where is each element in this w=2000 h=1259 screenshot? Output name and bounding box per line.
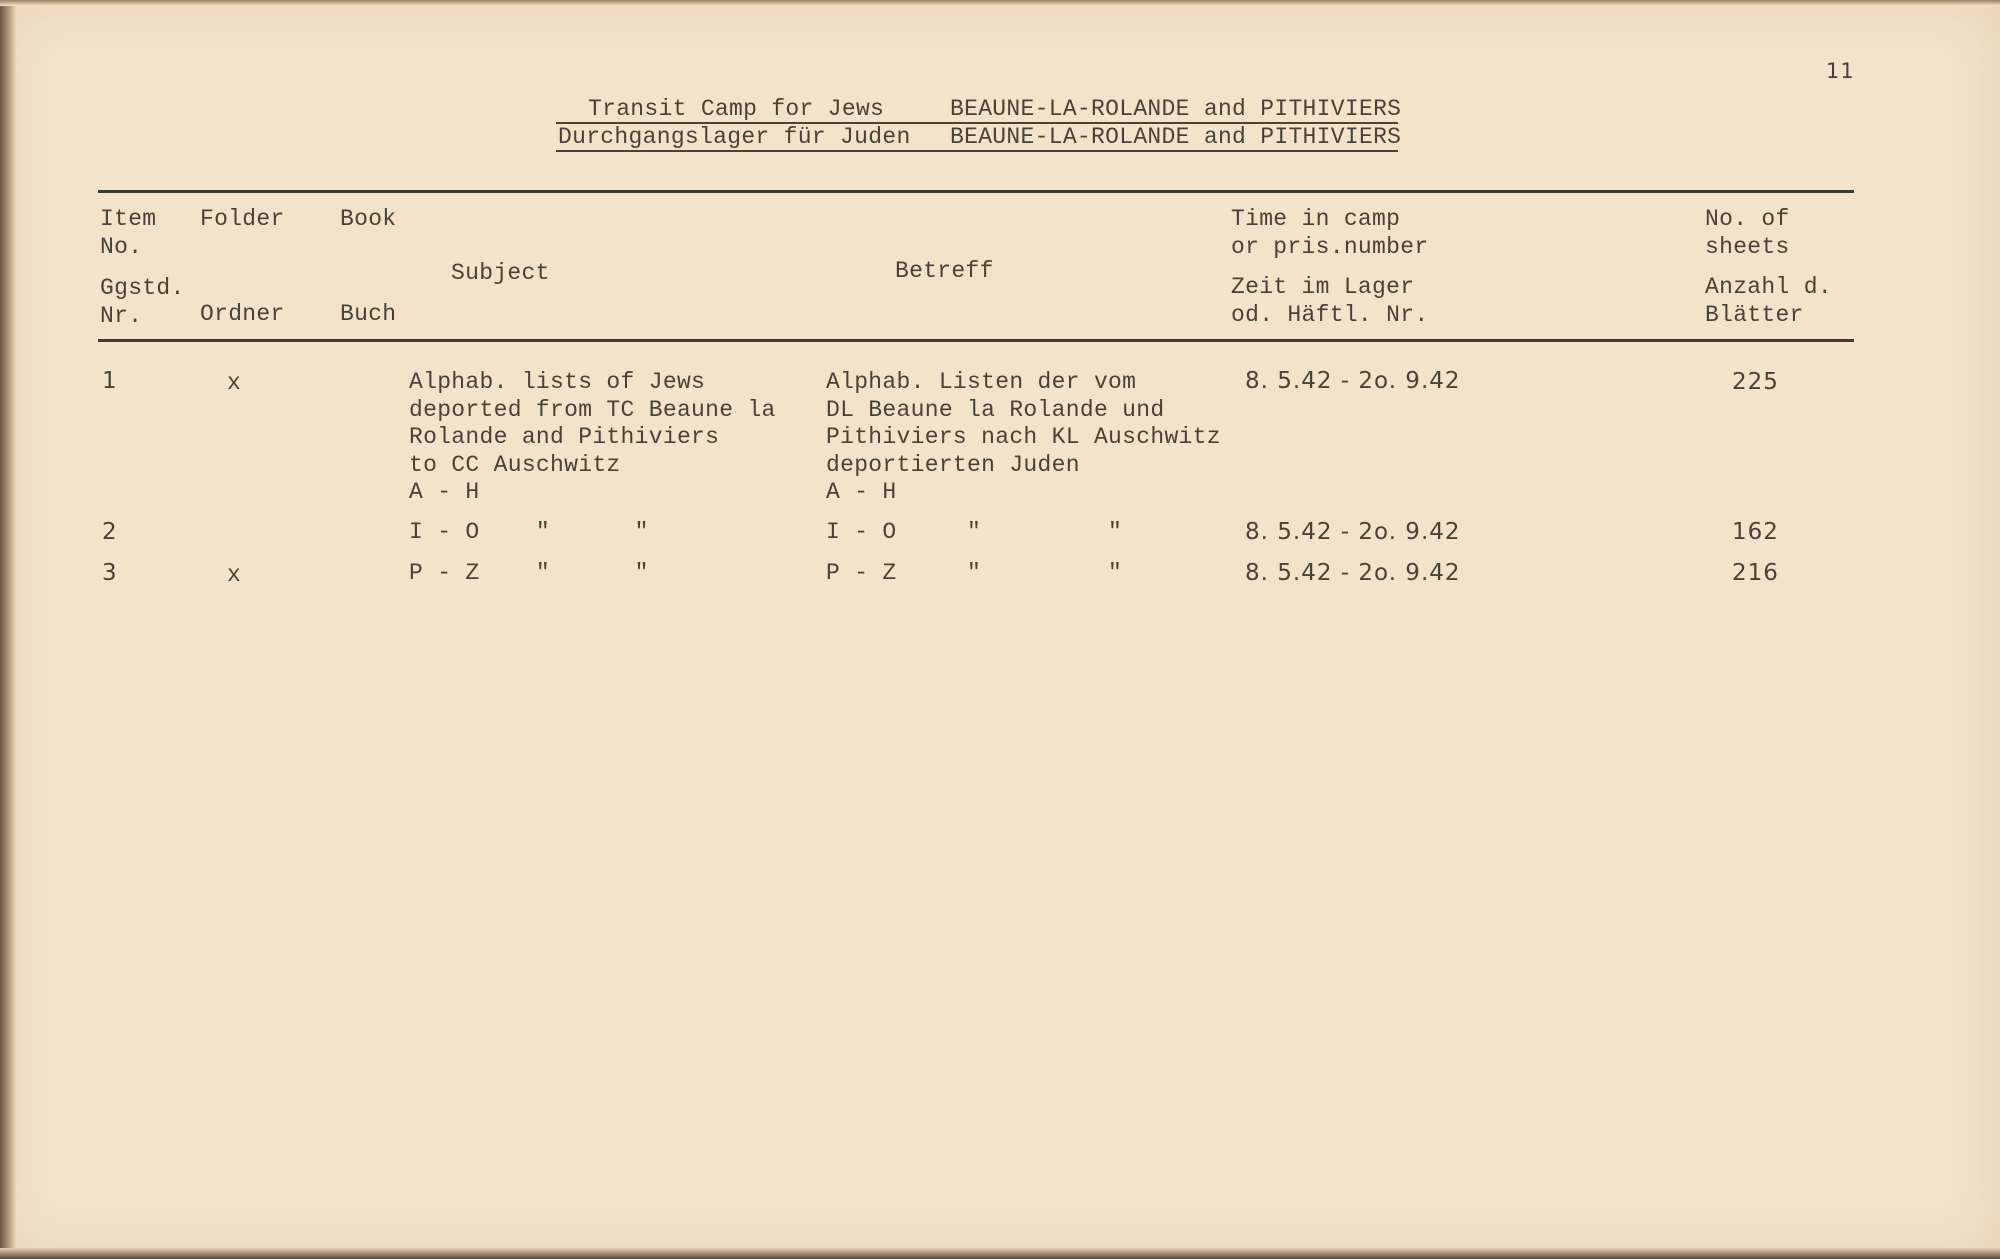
page-top-edge — [0, 0, 2000, 6]
row3-folder: x — [227, 562, 242, 588]
page-number: 11 — [1826, 59, 1855, 83]
row1-folder: x — [227, 370, 242, 396]
page-left-edge — [0, 0, 16, 1259]
header-bottom-rule — [98, 339, 1854, 342]
row3-time: 8. 5.42 - 2o. 9.42 — [1245, 560, 1461, 586]
header-sheets-en: No. of sheets — [1705, 206, 1790, 260]
header-time-en: Time in camp or pris.number — [1231, 206, 1429, 260]
row2-subject: I - O " " — [409, 519, 649, 545]
header-item-de: Ggstd. Nr. — [100, 275, 185, 329]
row3-subject: P - Z " " — [409, 560, 649, 586]
header-book-en: Book — [340, 206, 397, 232]
row2-betreff: I - O " " — [826, 519, 1123, 545]
title-line1-left: Transit Camp for Jews — [588, 96, 885, 122]
row1-sheets: 225 — [1732, 369, 1779, 395]
row1-betreff: Alphab. Listen der vom DL Beaune la Rolande und Pithiviers nach KL Auschwitz deportierten Juden A - H — [826, 369, 1221, 505]
row2-time: 8. 5.42 - 2o. 9.42 — [1245, 519, 1461, 545]
page-bottom-edge — [0, 1248, 2000, 1259]
header-folder-en: Folder — [200, 206, 285, 232]
row1-subject: Alphab. lists of Jews deported from TC Beaune la Rolande and Pithiviers to CC Auschwitz A - H — [409, 369, 776, 505]
row2-sheets: 162 — [1732, 519, 1779, 545]
header-time-de: Zeit im Lager od. Häftl. Nr. — [1231, 274, 1429, 328]
title-line1-right: BEAUNE-LA-ROLANDE and PITHIVIERS — [950, 96, 1402, 122]
header-subject: Subject — [451, 260, 550, 286]
row3-item: 3 — [102, 560, 118, 586]
header-folder-de: Ordner — [200, 301, 285, 327]
header-top-rule — [98, 190, 1854, 193]
header-book-de: Buch — [340, 301, 397, 327]
header-sheets-de: Anzahl d. Blätter — [1705, 274, 1832, 328]
title-line2-right: BEAUNE-LA-ROLANDE and PITHIVIERS — [950, 124, 1402, 150]
title-underline-2 — [556, 150, 1398, 152]
row3-sheets: 216 — [1732, 560, 1779, 586]
header-betreff: Betreff — [895, 258, 994, 284]
row2-item: 2 — [102, 519, 118, 545]
row3-betreff: P - Z " " — [826, 560, 1123, 586]
row1-item: 1 — [102, 368, 118, 394]
title-line2-left: Durchgangslager für Juden — [558, 124, 911, 150]
header-item-en: Item No. — [100, 206, 157, 260]
row1-time: 8. 5.42 - 2o. 9.42 — [1245, 368, 1461, 394]
